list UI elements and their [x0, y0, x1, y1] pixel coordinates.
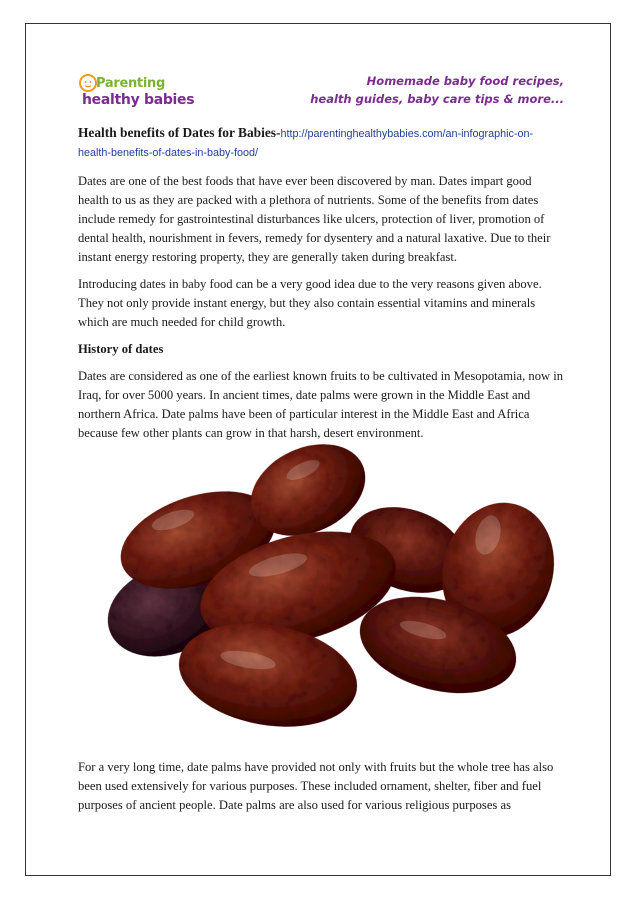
history-heading: History of dates — [78, 342, 164, 356]
closing-section — [78, 758, 564, 823]
baby-face-icon — [78, 72, 98, 94]
logo — [78, 72, 195, 116]
intro-paragraph: Dates are one of the best foods that have ever been discovered by man. Dates impart good health to us as they are packed with a plethora of nutrients. Some of the benefits from dates include remedy for gastrointestinal disturbances like ulcers, protection of liver, promotion of dental health, nourishment in fevers, remedy for dysentery and a natural laxative. Due to their instant energy restoring property, they are generally taken during breakfast. — [78, 174, 551, 264]
dates-illustration — [78, 420, 562, 748]
tagline-line-1: Homemade baby food recipes, — [366, 74, 564, 88]
article-body — [78, 124, 564, 451]
source-link[interactable]: http://parentinghealthybabies.com/an-infographic-on-health-benefits-of-dates-in-baby-food/ — [78, 128, 534, 159]
dates-photo — [78, 420, 562, 748]
history-paragraph: Dates are considered as one of the earliest known fruits to be cultivated in Mesopotamia, now in Iraq, for over 5000 years. In ancient times, date palms were grown in the Middle East and northern Africa. Date palms have been of particular interest in the Middle East and Africa because few other plants can grow in that harsh, desert environment. — [78, 369, 564, 440]
tagline-line-2: health guides, baby care tips & more... — [310, 92, 564, 106]
closing-paragraph: For a very long time, date palms have provided not only with fruits but the whole tree has also been used extensively for various purposes. These included ornament, shelter, fiber and fuel purposes of ancient people. Date palms are also used for various religious purposes as — [78, 760, 554, 812]
article-title: Health benefits of Dates for Babies- — [78, 125, 281, 140]
header-tagline — [310, 72, 564, 108]
logo-text-healthy-babies: healthy babies — [82, 92, 195, 108]
article-title-block — [78, 124, 564, 162]
baby-food-paragraph: Introducing dates in baby food can be a very good idea due to the very reasons given above. They not only provide instant energy, but they also contain essential vitamins and minerals which are much needed for child growth. — [78, 277, 542, 329]
logo-text-parenting: Parenting — [96, 76, 165, 91]
page-header — [78, 72, 564, 116]
